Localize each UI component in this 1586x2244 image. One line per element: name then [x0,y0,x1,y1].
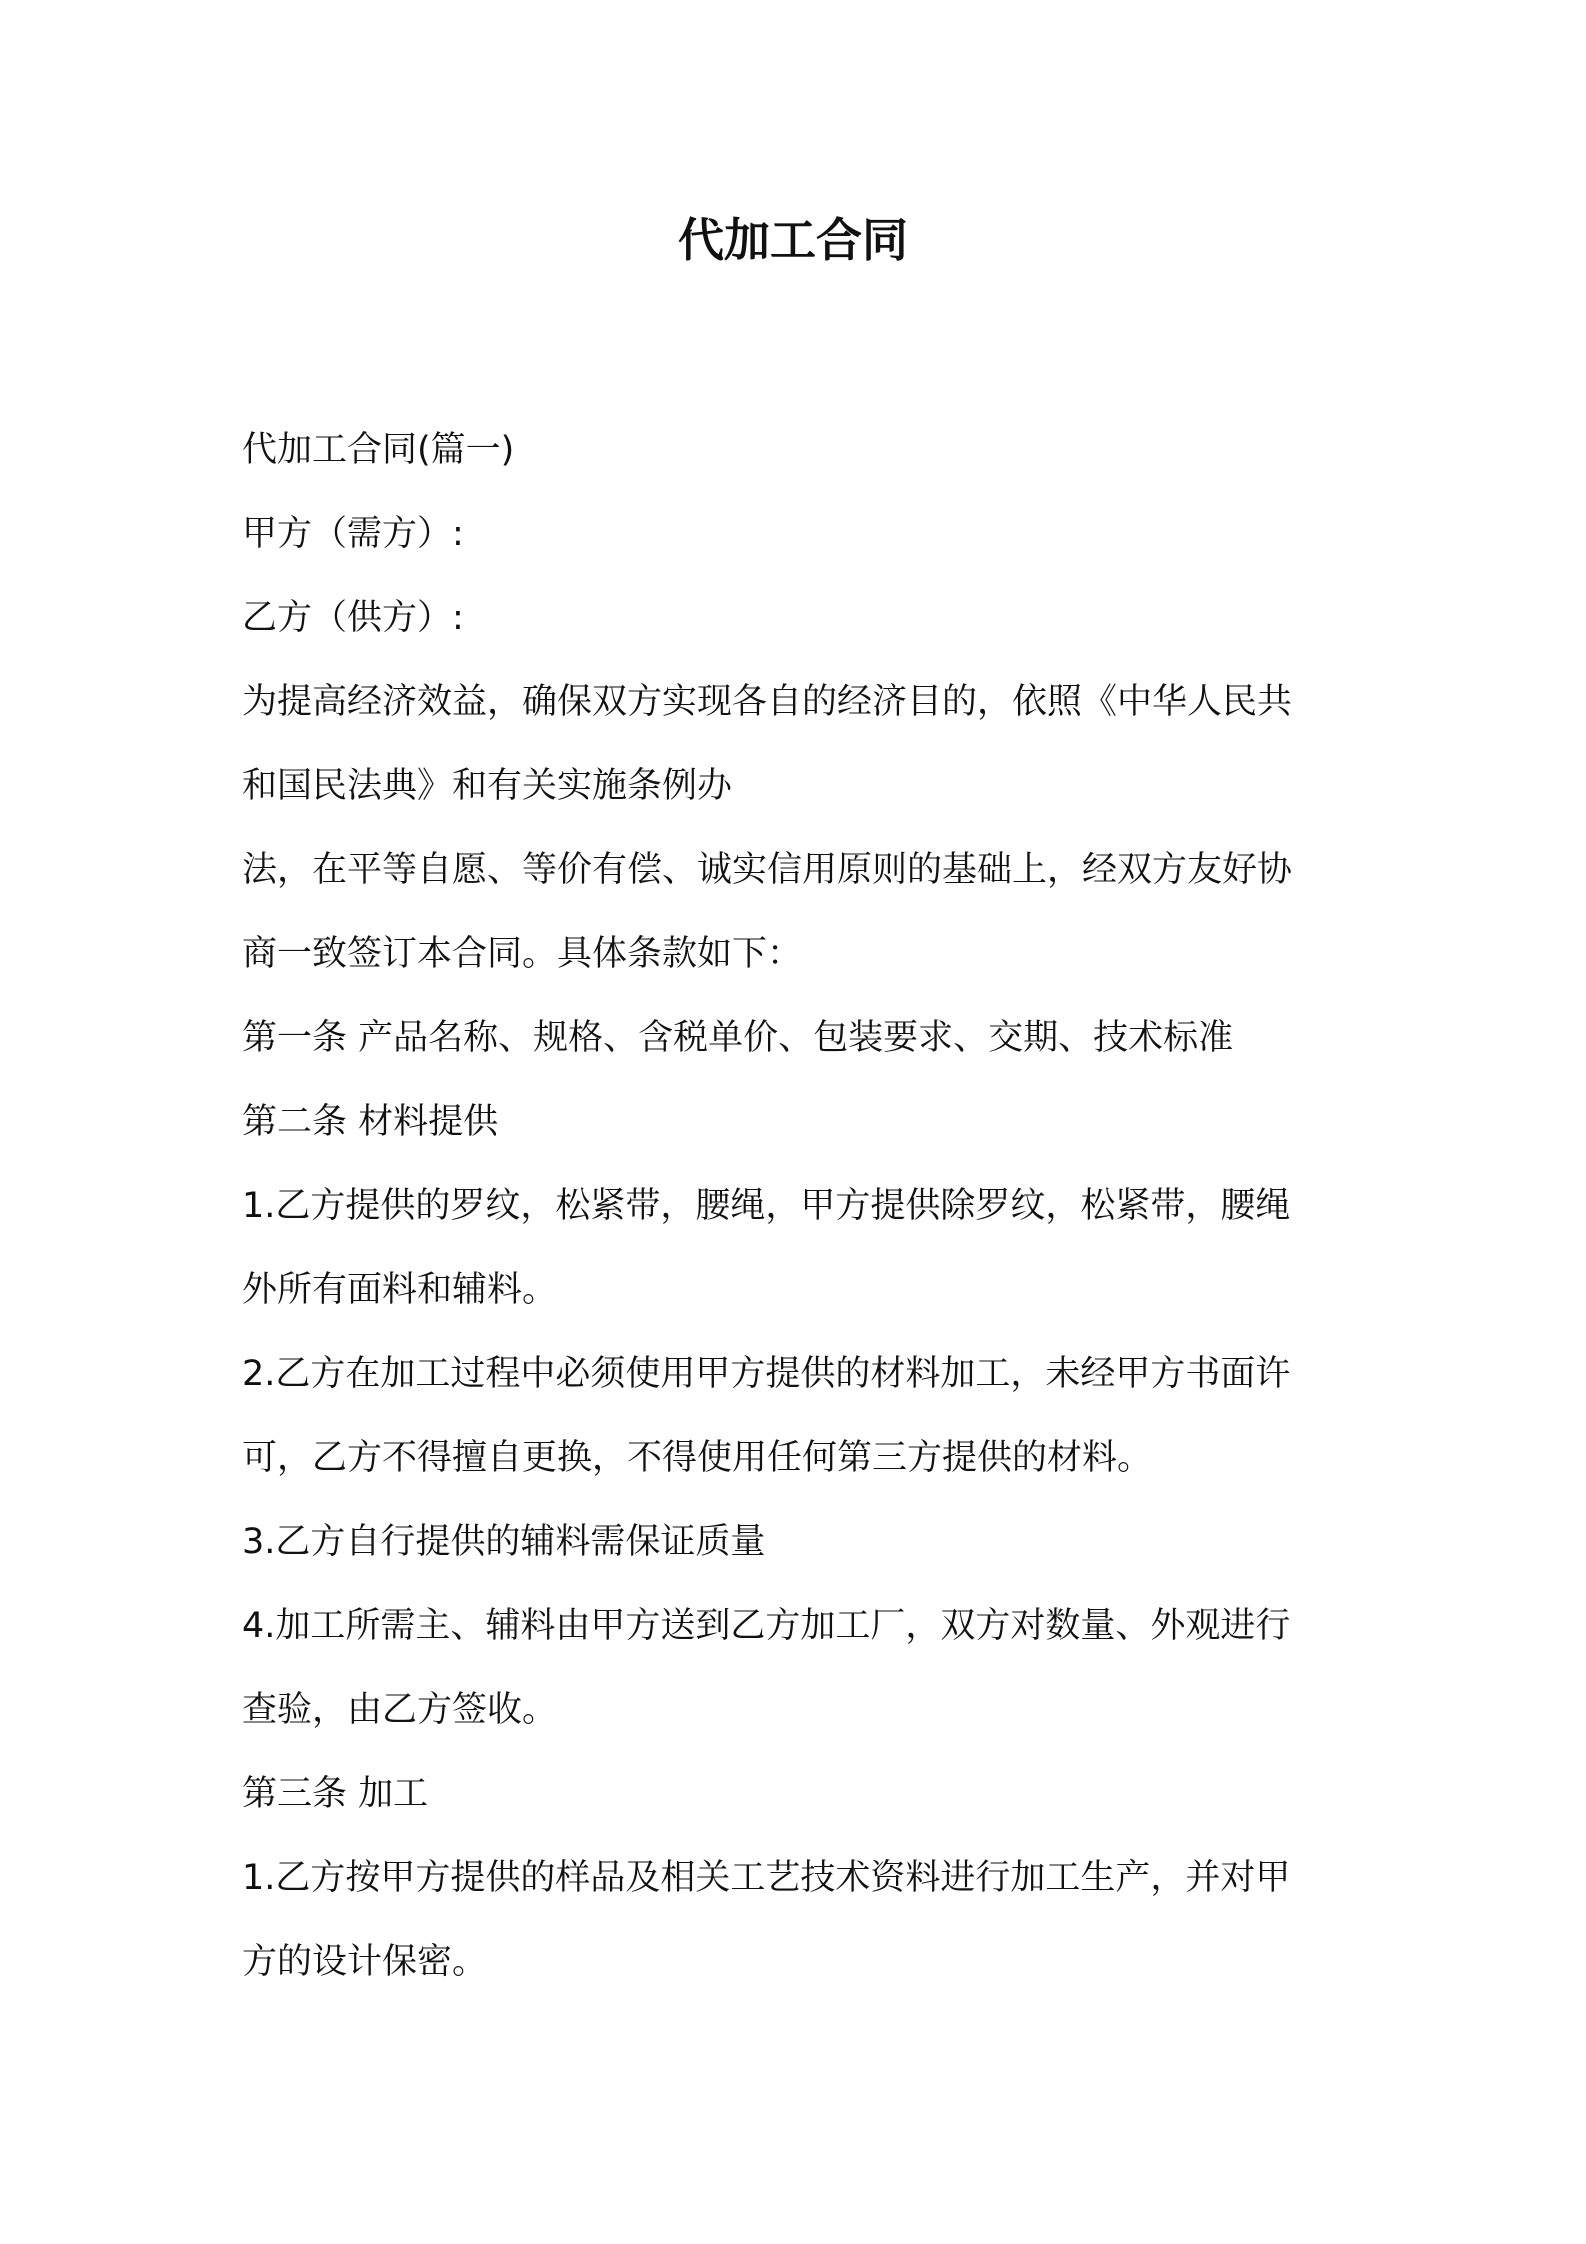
clause-line: 方的设计保密。 [242,1942,488,1982]
clause-line: 4.加工所需主、辅料由甲方送到乙方加工厂，双方对数量、外观进行 [242,1606,1291,1646]
preamble-line: 和国民法典》和有关实施条例办 [242,766,733,806]
preamble-line: 为提高经济效益，确保双方实现各自的经济目的，依照《中华人民共 [242,682,1293,722]
preamble-line: 法，在平等自愿、等价有偿、诚实信用原则的基础上，经双方友好协 [242,850,1293,890]
party-a-line: 甲方（需方）: [242,514,464,554]
article-one-heading: 第一条 产品名称、规格、含税单价、包装要求、交期、技术标准 [242,1018,1234,1058]
document-title: 代加工合同 [678,213,908,267]
article-three-heading: 第三条 加工 [242,1774,429,1814]
preamble-line: 商一致签订本合同。具体条款如下： [242,934,803,974]
document-body [242,408,1362,2004]
clause-line: 1.乙方按甲方提供的样品及相关工艺技术资料进行加工生产，并对甲 [242,1858,1291,1898]
clause-line: 外所有面料和辅料。 [242,1270,558,1310]
section-heading-part-one: 代加工合同(篇一) [242,430,515,470]
clause-line: 3.乙方自行提供的辅料需保证质量 [242,1522,766,1562]
party-b-line: 乙方（供方）: [242,598,464,638]
clause-line: 查验，由乙方签收。 [242,1690,558,1730]
clause-line: 2.乙方在加工过程中必须使用甲方提供的材料加工，未经甲方书面许 [242,1354,1291,1394]
clause-line: 可，乙方不得擅自更换，不得使用任何第三方提供的材料。 [242,1438,1153,1478]
article-two-heading: 第二条 材料提供 [242,1102,499,1142]
clause-line: 1.乙方提供的罗纹，松紧带，腰绳，甲方提供除罗纹，松紧带，腰绳 [242,1186,1291,1226]
